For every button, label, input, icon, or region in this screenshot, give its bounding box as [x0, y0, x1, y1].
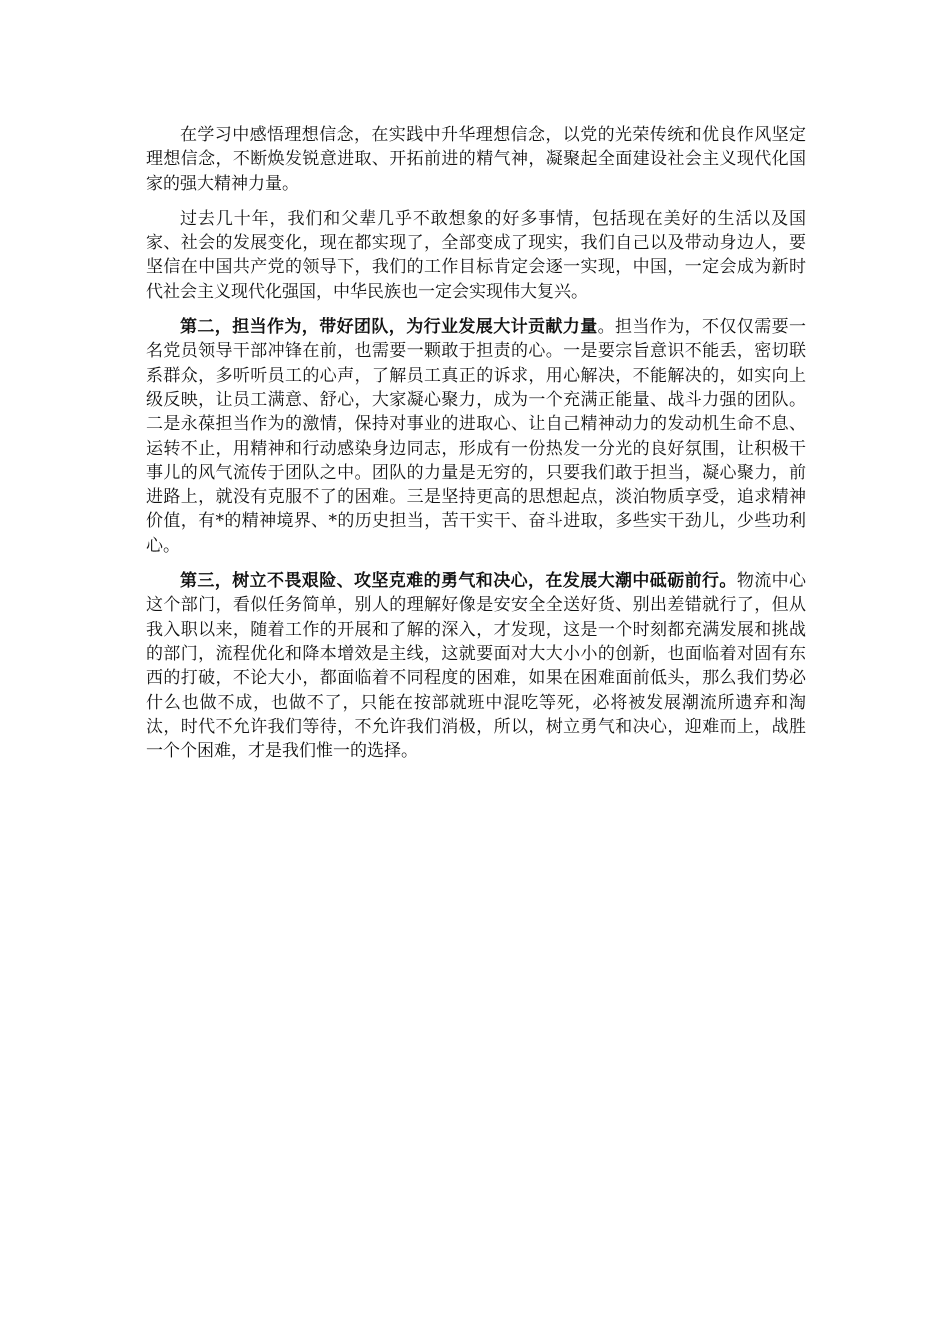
paragraph-text: 过去几十年，我们和父辈几乎不敢想象的好多事情，包括现在美好的生活以及国家、社会的发展变化，现在都实现了，全部变成了现实，我们自己以及带动身边人，要坚信在中国共产党的领导下，我们的工作目标肯定会逐一实现，中国，一定会成为新时代社会主义现代化强国，中华民族也一定会实现伟大复兴。	[146, 208, 806, 302]
paragraph-text: 物流中心这个部门，看似任务简单，别人的理解好像是安安全全送好货、别出差错就行了，但从我入职以来，随着工作的开展和了解的深入，才发现，这是一个时刻都充满发展和挑战的部门，流程优化和降本增效是主线，这就要面对大大小小的创新，也面临着对固有东西的打破，不论大小，都面临着不同程度的困难，如果在困难面前低头，那么我们势必什么也做不成，也做不了，只能在按部就班中混吃等死，必将被发展潮流所遗弃和淘汰，时代不允许我们等待，不允许我们消极，所以，树立勇气和决心，迎难而上，战胜一个个困难，才是我们惟一的选择。	[146, 571, 807, 762]
section-heading-third: 第三，树立不畏艰险、攻坚克难的勇气和决心，在发展大潮中砥砺前行。	[180, 571, 737, 592]
paragraph-text: 。担当作为，不仅仅需要一名党员领导干部冲锋在前，也需要一颗敢于担责的心。一是要宗旨意识不能丢，密切联系群众，多听听员工的心声，了解员工真正的诉求，用心解决，不能解决的，如实向上级反映，让员工满意、舒心，大家凝心聚力，成为一个充满正能量、战斗力强的团队。二是永葆担当作为的激情，保持对事业的进取心、让自己精神动力的发动机生命不息、运转不止，用精神和行动感染身边同志，形成有一份热发一分光的良好氛围，让积极干事儿的风气流传于团队之中。团队的力量是无穷的，只要我们敢于担当，凝心聚力，前进路上，就没有克服不了的困难。三是坚持更高的思想起点，淡泊物质享受，追求精神价值，有*的精神境界、*的历史担当，苦干实干、奋斗进取，多些实干劲儿，少些功利心。	[146, 317, 807, 556]
paragraph-third-point	[146, 569, 806, 763]
section-heading-second: 第二，担当作为，带好团队，为行业发展大计贡献力量	[180, 317, 598, 338]
paragraph-achievements	[146, 207, 806, 304]
paragraph-ideals	[146, 123, 806, 196]
paragraph-second-point	[146, 315, 806, 558]
document-body	[146, 123, 806, 774]
paragraph-text: 在学习中感悟理想信念，在实践中升华理想信念，以党的光荣传统和优良作风坚定理想信念，不断焕发锐意进取、开拓前进的精气神，凝聚起全面建设社会主义现代化国家的强大精神力量。	[146, 125, 806, 194]
